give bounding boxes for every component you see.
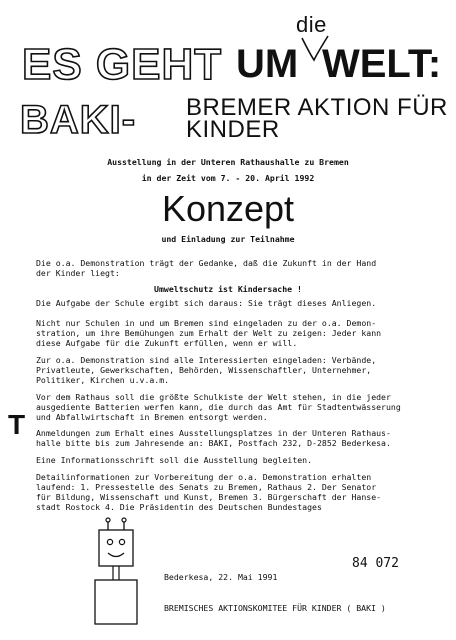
margin-mark: T [8, 409, 26, 440]
title-baki: BAKI- [20, 98, 137, 142]
konzept-heading: Konzept [161, 188, 295, 229]
p6-line1: Anmeldungen zum Erhalt eines Ausstellungsplatzes in der Unteren Rathaus- [36, 428, 391, 438]
p5-line1: Vor dem Rathaus soll die größte Schulkiste der Welt stehen, in die jeder [36, 392, 391, 402]
title-line2-b: KINDER [186, 116, 280, 143]
p8-line2: laufend: 1. Pressestelle des Senats zu Bremen, Rathaus 2. Der Senator [36, 482, 377, 492]
subtitle-line2: in der Zeit vom 7. - 20. April 1992 [141, 173, 315, 183]
place-date: Bederkesa, 22. Mai 1991 [164, 572, 278, 582]
organization-signature: BREMISCHES AKTIONSKOMITEE FÜR KINDER ( BAKI ) [164, 603, 386, 613]
p7: Eine Informationsschrift soll die Ausstellung begleiten. [36, 455, 313, 465]
title-line2-a: BREMER AKTION FÜR [186, 94, 448, 121]
p4-line1: Zur o.a. Demonstration sind alle Interessierten eingeladen: Verbände, [36, 355, 377, 365]
title-um: UM [236, 42, 299, 86]
p4-line2: Privatleute, Gewerkschaften, Behörden, Wissenschaftler, Unternehmer, [36, 365, 372, 375]
p3-line1: Nicht nur Schulen in und um Bremen sind eingeladen zu der o.a. Demon- [36, 318, 377, 328]
subtitle-line1: Ausstellung in der Unteren Rathaushalle zu Bremen [107, 157, 349, 167]
motto: Umweltschutz ist Kindersache ! [154, 284, 302, 294]
p8-line3: für Bildung, Wissenschaft und Kunst, Bremen 3. Bürgerschaft der Hanse- [36, 492, 382, 502]
archive-number: 84 072 [352, 556, 399, 571]
p8-line4: stadt Rostock 4. Die Präsidentin des Deutschen Bundestages [36, 502, 322, 512]
title-es-geht: ES GEHT [22, 40, 223, 89]
robot-drawing-icon [86, 514, 146, 626]
p1-line2: der Kinder liegt: [36, 268, 120, 278]
p3-line3: diese Aufgabe für die Zukunft erfüllen, wenn er will. [36, 338, 298, 348]
p8-line1: Detailinformationen zur Vorbereitung der o.a. Demonstration erhalten [36, 472, 372, 482]
p3-line2: stration, um ihre Bemühungen zum Erhalt der Welt zu zeigen: Jeder kann [36, 328, 382, 338]
p1-line1: Die o.a. Demonstration trägt der Gedanke, daß die Zukunft in der Hand [36, 258, 377, 268]
title-welt: WELT: [322, 42, 442, 86]
p5-line3: und Abfallwirtschaft in Bremen entsorgt werden. [36, 412, 268, 422]
p6-line2: halle bitte bis zum Jahresende an: BAKI, Postfach 232, D-2852 Bederkesa. [36, 438, 391, 448]
invitation-line: und Einladung zur Teilnahme [161, 234, 295, 244]
p4-line3: Politiker, Kirchen u.v.a.m. [36, 375, 170, 385]
p2: Die Aufgabe der Schule ergibt sich daraus: Sie trägt dieses Anliegen. [36, 298, 377, 308]
title-die: die [296, 12, 327, 37]
p5-line2: ausgediente Batterien werfen kann, die durch das Amt für Stadtentwässerung [36, 402, 401, 412]
